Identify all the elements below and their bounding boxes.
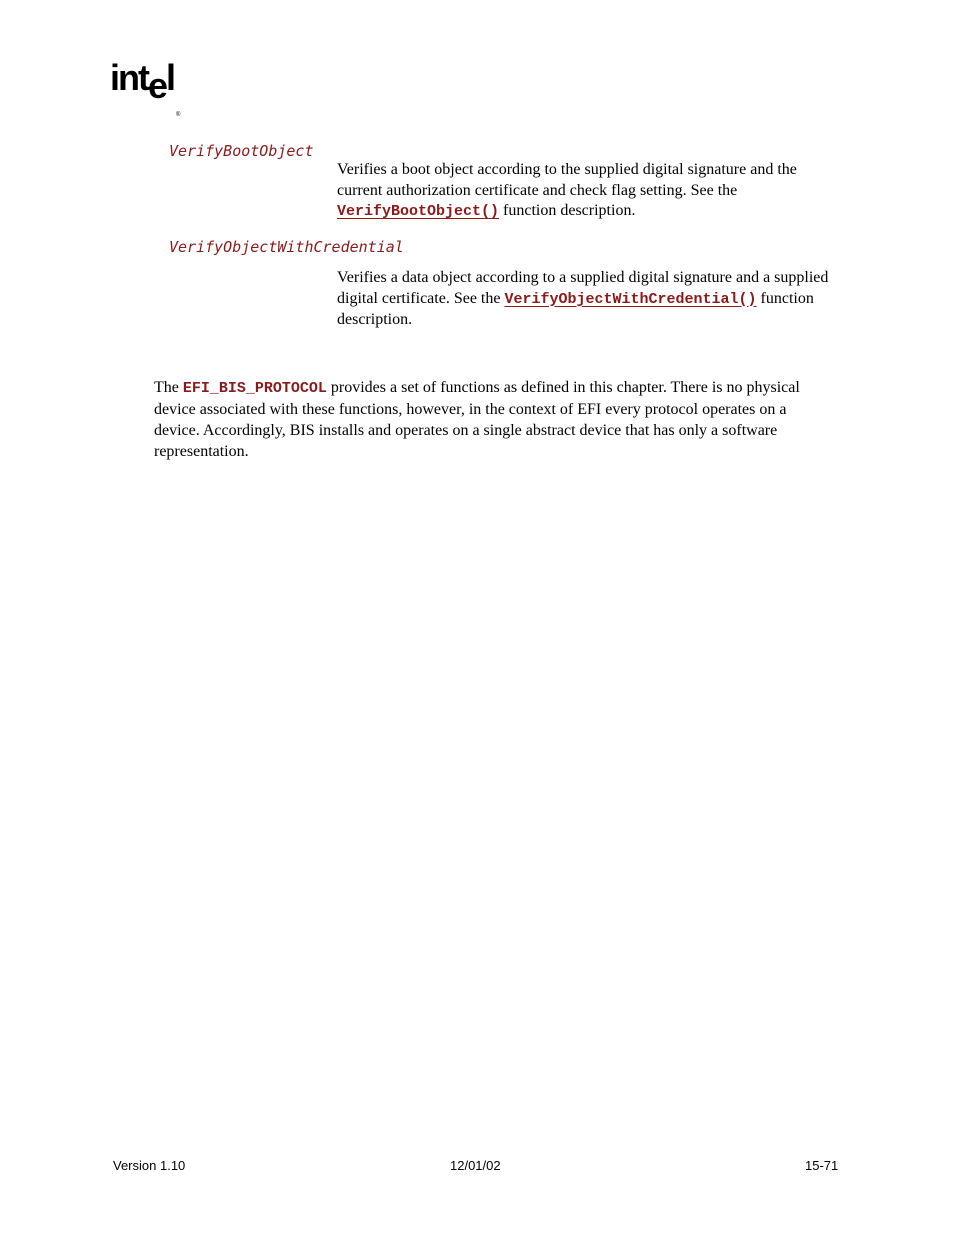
body-paragraph: The EFI_BIS_PROTOCOL provides a set of functions as defined in this chapter. There is no physical device associated with these functions, however, in the context of EFI every protocol operates on a device. Accordingly, BIS installs and operates on a single abstract device that has only a software representation. xyxy=(154,379,800,460)
link-verify-object-with-credential[interactable]: VerifyObjectWithCredential() xyxy=(504,290,757,308)
description-verify-object-with-credential: Verifies a data object according to a supplied digital signature and a supplied digital certificate. See the VerifyObjectWithCredential() function description. xyxy=(337,269,829,328)
intel-logo: intel$_®$ xyxy=(110,57,181,118)
code-efi-bis-protocol: EFI_BIS_PROTOCOL xyxy=(182,380,327,397)
footer-version: Version 1.10 xyxy=(113,1158,186,1173)
link-verify-boot-object[interactable]: VerifyBootObject() xyxy=(337,203,500,220)
footer-date: 12/01/02 xyxy=(450,1158,501,1173)
footer-page-number: 15-71 xyxy=(805,1158,839,1173)
description-verify-boot-object: Verifies a boot object according to the supplied digital signature and the current authorization certificate and check flag setting. See the VerifyBootObject() function description. xyxy=(337,161,797,220)
term-verify-boot-object: VerifyBootObject xyxy=(169,142,314,160)
term-verify-object-with-credential: VerifyObjectWithCredential xyxy=(169,238,404,256)
